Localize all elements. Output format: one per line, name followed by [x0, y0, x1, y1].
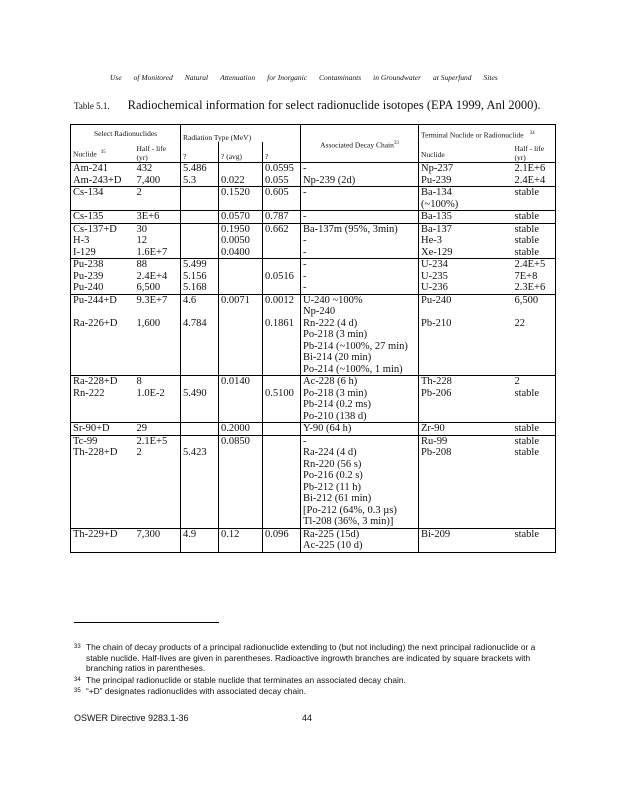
cell-nuclide: Pu-238	[71, 259, 135, 271]
cell-decay-chain-line: Np-239 (2d)	[303, 174, 356, 186]
cell-terminal-half-life-line: stable	[514, 528, 540, 540]
cell-decay-chain-line: Po-216 (0.2 s)	[303, 470, 363, 481]
cell-half-life: 2.1E+5	[135, 435, 181, 447]
cell-decay-chain-line: Tl-208 (36%, 3 min)]	[303, 516, 394, 527]
cell-terminal-half-life	[513, 318, 556, 376]
cell-decay-chain-line: Np-240	[303, 306, 336, 317]
cell-nuclide: Cs-135	[71, 211, 135, 224]
cell-decay-chain-line: Ra-225 (15d)	[303, 528, 360, 540]
cell-decay-chain-line: Po-218 (3 min)	[303, 329, 368, 340]
cell-terminal-half-life	[513, 163, 556, 175]
cell-terminal-half-life-line: stable	[514, 211, 540, 222]
cell-decay-chain	[301, 528, 419, 552]
cell-decay-chain	[301, 187, 419, 211]
header-select-radionuclides: Select Radionuclides	[71, 125, 181, 143]
cell-nuclide: Am-243+D	[71, 175, 135, 187]
footnote-text: The principal radionuclide or stable nuclide that terminates an associated decay chain.	[86, 674, 406, 685]
cell-alpha: 4.9	[181, 528, 219, 552]
cell-terminal-half-life	[513, 447, 556, 528]
header-decay-chain-label: Associated Decay Chain	[320, 140, 394, 150]
running-head	[110, 73, 550, 82]
cell-decay-chain	[301, 435, 419, 447]
header-terminal-nuclide-col: Nuclide	[419, 142, 513, 163]
cell-nuclide: Rn-222	[71, 388, 135, 423]
page-footer	[74, 713, 313, 723]
table-label: Table 5.1.	[74, 101, 110, 111]
cell-gamma	[263, 235, 301, 247]
header-terminal-half-life: Half - life (yr)	[513, 142, 556, 163]
cell-decay-chain-line: Ac-228 (6 h)	[303, 376, 358, 387]
cell-decay-chain	[301, 447, 419, 528]
cell-terminal-half-life-line: 2.4E+4	[514, 174, 546, 186]
cell-terminal-nuclide	[419, 376, 513, 388]
cell-nuclide: Pu-239	[71, 271, 135, 283]
page-number: 44	[302, 713, 313, 723]
table-row	[71, 223, 556, 235]
header-terminal-label: Terminal Nuclide or Radionuclide	[421, 130, 524, 140]
cell-gamma	[263, 376, 301, 388]
cell-terminal-nuclide	[419, 447, 513, 528]
cell-gamma	[263, 282, 301, 294]
cell-terminal-nuclide	[419, 423, 513, 436]
footnote	[74, 675, 544, 686]
cell-decay-chain-line: -	[303, 270, 307, 282]
footnote-number: 33	[74, 644, 81, 650]
cell-terminal-half-life	[513, 223, 556, 235]
cell-alpha: 5.156	[181, 271, 219, 283]
cell-beta	[219, 447, 263, 528]
cell-alpha: 4.6	[181, 294, 219, 318]
cell-nuclide: Th-229+D	[71, 528, 135, 552]
cell-terminal-half-life-line: 7E+8	[514, 270, 538, 282]
cell-terminal-nuclide-line: Np-237	[421, 163, 454, 174]
cell-gamma: 0.605	[263, 187, 301, 211]
cell-decay-chain-line: -	[303, 211, 307, 222]
footnote-number: 35	[74, 688, 81, 694]
cell-half-life: 9.3E+7	[135, 294, 181, 318]
cell-decay-chain-line: Rn-220 (56 s)	[303, 458, 362, 470]
cell-alpha	[181, 435, 219, 447]
cell-half-life: 12	[135, 235, 181, 247]
table-row	[71, 376, 556, 388]
header-alpha: ?	[181, 142, 219, 163]
cell-decay-chain-line: Po-210 (138 d)	[303, 410, 367, 422]
cell-decay-chain-line: -	[303, 235, 307, 246]
cell-terminal-nuclide-line: U-236	[421, 282, 448, 293]
cell-nuclide: Th-228+D	[71, 447, 135, 528]
cell-half-life: 1.0E-2	[135, 388, 181, 423]
cell-beta: 0.0050	[219, 235, 263, 247]
running-head-word: Attenuation	[220, 73, 256, 82]
table-row	[71, 318, 556, 376]
cell-gamma: 0.055	[263, 175, 301, 187]
cell-decay-chain-line: U-240 ~100%	[303, 294, 363, 306]
running-head-word: at Superfund	[433, 73, 472, 82]
cell-alpha	[181, 187, 219, 211]
table-row	[71, 187, 556, 211]
cell-nuclide: Ra-226+D	[71, 318, 135, 376]
cell-beta	[219, 388, 263, 423]
table-row	[71, 235, 556, 247]
cell-terminal-half-life-line: stable	[514, 387, 540, 399]
cell-decay-chain	[301, 388, 419, 423]
cell-decay-chain	[301, 259, 419, 271]
header-beta-avg: ? (avg)	[219, 142, 263, 163]
cell-beta	[219, 163, 263, 175]
cell-decay-chain-line: -	[303, 163, 307, 174]
running-head-word: Sites	[483, 73, 498, 82]
table-row	[71, 282, 556, 294]
cell-gamma	[263, 423, 301, 436]
header-gamma: ?	[263, 142, 301, 163]
cell-decay-chain-line: Y-90 (64 h)	[303, 423, 352, 434]
cell-terminal-half-life	[513, 271, 556, 283]
cell-terminal-nuclide	[419, 175, 513, 187]
cell-decay-chain-line: Ac-225 (10 d)	[303, 540, 363, 551]
table-title: Radiochemical information for select radionuclide isotopes (EPA 1999, Anl 2000).	[127, 98, 541, 112]
cell-gamma: 0.096	[263, 528, 301, 552]
cell-terminal-half-life-line: stable	[514, 246, 540, 258]
cell-decay-chain	[301, 175, 419, 187]
cell-terminal-nuclide-line: Pb-210	[421, 317, 452, 329]
cell-terminal-nuclide	[419, 163, 513, 175]
cell-beta	[219, 259, 263, 271]
cell-terminal-nuclide	[419, 435, 513, 447]
cell-gamma: 0.5100	[263, 388, 301, 423]
cell-terminal-half-life	[513, 282, 556, 294]
cell-terminal-half-life-line: 2.1E+6	[514, 163, 546, 174]
cell-nuclide: Cs-134	[71, 187, 135, 211]
cell-terminal-nuclide	[419, 247, 513, 259]
cell-half-life: 8	[135, 376, 181, 388]
cell-alpha	[181, 423, 219, 436]
cell-decay-chain-line: -	[303, 187, 307, 198]
cell-terminal-half-life	[513, 423, 556, 436]
cell-decay-chain-line: Pb-214 (0.2 ms)	[303, 399, 371, 410]
cell-terminal-nuclide-line: (~100%)	[421, 198, 459, 210]
cell-terminal-half-life	[513, 235, 556, 247]
table-row	[71, 247, 556, 259]
cell-terminal-half-life	[513, 211, 556, 224]
cell-terminal-nuclide-line: Ba-135	[421, 211, 452, 222]
cell-terminal-half-life-line: stable	[514, 235, 540, 246]
cell-gamma	[263, 447, 301, 528]
cell-nuclide: Am-241	[71, 163, 135, 175]
cell-terminal-half-life	[513, 294, 556, 318]
cell-decay-chain-line: Rn-222 (4 d)	[303, 317, 358, 329]
cell-alpha	[181, 376, 219, 388]
cell-terminal-half-life-line: stable	[514, 447, 540, 458]
cell-nuclide: Sr-90+D	[71, 423, 135, 436]
cell-terminal-nuclide	[419, 223, 513, 235]
cell-nuclide: I-129	[71, 247, 135, 259]
cell-decay-chain-line: -	[303, 282, 307, 293]
cell-half-life: 2	[135, 187, 181, 211]
cell-terminal-half-life-line: 2.4E+5	[514, 259, 546, 270]
footnote	[74, 642, 544, 674]
cell-terminal-nuclide-line: Ru-99	[421, 435, 448, 447]
cell-alpha: 5.168	[181, 282, 219, 294]
footnote-ref-35: 35	[100, 150, 106, 155]
cell-terminal-half-life-line: stable	[514, 187, 540, 198]
cell-terminal-half-life-line: 6,500	[514, 294, 539, 306]
cell-nuclide: H-3	[71, 235, 135, 247]
cell-decay-chain	[301, 163, 419, 175]
cell-alpha: 5.423	[181, 447, 219, 528]
cell-half-life: 6,500	[135, 282, 181, 294]
cell-terminal-nuclide	[419, 187, 513, 211]
cell-terminal-half-life-line: stable	[514, 435, 540, 447]
cell-decay-chain-line: Bi-212 (61 min)	[303, 493, 372, 504]
cell-gamma: 0.0516	[263, 271, 301, 283]
table-row	[71, 435, 556, 447]
cell-terminal-nuclide	[419, 388, 513, 423]
cell-decay-chain-line: Pb-212 (11 h)	[303, 481, 361, 493]
cell-beta: 0.0071	[219, 294, 263, 318]
cell-nuclide: Cs-137+D	[71, 223, 135, 235]
radionuclide-table	[70, 124, 556, 553]
cell-nuclide: Pu-240	[71, 282, 135, 294]
cell-decay-chain-line: Pb-214 (~100%, 27 min)	[303, 340, 408, 352]
cell-alpha: 5.3	[181, 175, 219, 187]
table-row	[71, 175, 556, 187]
cell-terminal-nuclide	[419, 235, 513, 247]
cell-decay-chain	[301, 294, 419, 318]
running-head-word: for Inorganic	[267, 73, 308, 82]
cell-beta: 0.0140	[219, 376, 263, 388]
cell-terminal-half-life-line: stable	[514, 423, 540, 434]
header-nuclide	[71, 142, 135, 163]
cell-terminal-half-life-line: 2	[514, 376, 520, 387]
cell-terminal-half-life	[513, 187, 556, 211]
cell-gamma	[263, 259, 301, 271]
cell-decay-chain-line: [Po-212 (64%, 0.3 µs)	[303, 504, 397, 516]
directive-number: OSWER Directive 9283.1-36	[74, 713, 189, 723]
cell-gamma: 0.0595	[263, 163, 301, 175]
footnote-text: “+D” designates radionuclides with associated decay chain.	[86, 686, 306, 696]
cell-terminal-half-life	[513, 376, 556, 388]
cell-beta	[219, 282, 263, 294]
cell-terminal-half-life	[513, 388, 556, 423]
cell-half-life: 29	[135, 423, 181, 436]
cell-decay-chain-line: -	[303, 246, 307, 258]
table-row	[71, 447, 556, 528]
header-radiation-type: Radiation Type (MeV)	[181, 125, 301, 143]
table-row	[71, 294, 556, 318]
cell-terminal-half-life	[513, 175, 556, 187]
table-row	[71, 271, 556, 283]
header-decay-chain	[301, 125, 419, 163]
cell-alpha: 5.499	[181, 259, 219, 271]
header-half-life: Half - life (yr)	[135, 142, 181, 163]
cell-half-life: 30	[135, 223, 181, 235]
cell-decay-chain	[301, 376, 419, 388]
cell-beta	[219, 271, 263, 283]
header-terminal-nuclide	[419, 125, 556, 143]
cell-decay-chain	[301, 235, 419, 247]
cell-half-life: 7,400	[135, 175, 181, 187]
cell-decay-chain-line: Po-214 (~100%, 1 min)	[303, 363, 403, 375]
cell-terminal-half-life	[513, 247, 556, 259]
cell-terminal-half-life-line: 2.3E+6	[514, 282, 546, 293]
table-row	[71, 528, 556, 552]
cell-half-life: 1.6E+7	[135, 247, 181, 259]
footnote-ref-34: 34	[529, 131, 535, 136]
cell-nuclide: Pu-244+D	[71, 294, 135, 318]
cell-half-life: 1,600	[135, 318, 181, 376]
cell-gamma	[263, 247, 301, 259]
cell-terminal-half-life-line: 22	[514, 317, 526, 329]
cell-gamma: 0.787	[263, 211, 301, 224]
running-head-word: in Groundwater	[373, 73, 421, 82]
cell-alpha	[181, 247, 219, 259]
cell-beta: 0.1950	[219, 223, 263, 235]
cell-terminal-nuclide-line: U-235	[421, 270, 448, 282]
cell-decay-chain	[301, 318, 419, 376]
cell-beta	[219, 318, 263, 376]
cell-terminal-nuclide-line: Pb-206	[421, 387, 452, 399]
cell-terminal-nuclide	[419, 528, 513, 552]
footnote-ref-33: 33	[393, 141, 399, 146]
table-row	[71, 259, 556, 271]
cell-half-life: 3E+6	[135, 211, 181, 224]
cell-terminal-nuclide-line: Xe-129	[421, 246, 453, 258]
cell-beta: 0.022	[219, 175, 263, 187]
cell-gamma: 0.1861	[263, 318, 301, 376]
cell-alpha	[181, 235, 219, 247]
cell-terminal-nuclide-line: Bi-209	[421, 528, 451, 540]
cell-decay-chain-line: Ra-224 (4 d)	[303, 447, 357, 458]
cell-decay-chain	[301, 423, 419, 436]
cell-terminal-half-life	[513, 259, 556, 271]
cell-terminal-nuclide	[419, 211, 513, 224]
cell-beta: 0.12	[219, 528, 263, 552]
footnote-rule	[74, 622, 219, 623]
running-head-word: of Monitored	[133, 73, 173, 82]
cell-decay-chain-line: -	[303, 435, 307, 447]
cell-terminal-nuclide-line: Pu-240	[421, 294, 452, 306]
cell-alpha: 5.486	[181, 163, 219, 175]
cell-terminal-nuclide-line: Ba-134	[421, 187, 452, 198]
table-row	[71, 211, 556, 224]
cell-terminal-half-life-line: stable	[514, 223, 540, 235]
cell-terminal-nuclide-line: Pb-208	[421, 447, 452, 458]
cell-decay-chain	[301, 247, 419, 259]
running-head-word: Natural	[184, 73, 209, 82]
footnote	[74, 686, 544, 697]
running-head-word: Contaminants	[319, 73, 362, 82]
footnote-text: The chain of decay products of a principal radionuclide extending to (but not including) the next principal radionuclide or a stable nuclide. Half-lives are given in parentheses. Radioactive ingrowth branches are indicated by square brackets with branching ratios in parentheses.	[86, 642, 536, 673]
cell-half-life: 432	[135, 163, 181, 175]
cell-nuclide: Ra-228+D	[71, 376, 135, 388]
cell-decay-chain-line: Po-218 (3 min)	[303, 387, 368, 399]
cell-half-life: 2	[135, 447, 181, 528]
cell-beta: 0.1520	[219, 187, 263, 211]
cell-terminal-nuclide	[419, 294, 513, 318]
cell-alpha	[181, 211, 219, 224]
cell-decay-chain-line: -	[303, 259, 307, 270]
cell-terminal-half-life	[513, 528, 556, 552]
footnotes	[74, 642, 544, 698]
cell-gamma: 0.0012	[263, 294, 301, 318]
cell-nuclide: Tc-99	[71, 435, 135, 447]
cell-beta: 0.2000	[219, 423, 263, 436]
table-row	[71, 163, 556, 175]
cell-alpha	[181, 223, 219, 235]
cell-beta: 0.0570	[219, 211, 263, 224]
cell-beta: 0.0400	[219, 247, 263, 259]
cell-beta: 0.0850	[219, 435, 263, 447]
cell-terminal-half-life	[513, 435, 556, 447]
cell-terminal-nuclide	[419, 318, 513, 376]
cell-terminal-nuclide-line: He-3	[421, 235, 443, 246]
cell-alpha: 5.490	[181, 388, 219, 423]
cell-decay-chain	[301, 271, 419, 283]
cell-terminal-nuclide-line: Pu-239	[421, 174, 452, 186]
header-nuclide-label: Nuclide	[73, 149, 97, 159]
footnote-number: 34	[74, 676, 81, 683]
cell-decay-chain-line: Ba-137m (95%, 3min)	[303, 223, 398, 235]
cell-decay-chain	[301, 282, 419, 294]
cell-half-life: 7,300	[135, 528, 181, 552]
cell-terminal-nuclide-line: Ba-137	[421, 223, 452, 235]
cell-half-life: 2.4E+4	[135, 271, 181, 283]
cell-decay-chain	[301, 211, 419, 224]
cell-terminal-nuclide	[419, 259, 513, 271]
cell-terminal-nuclide-line: Th-228	[421, 376, 452, 387]
cell-terminal-nuclide-line: Zr-90	[421, 423, 445, 434]
running-head-word: Use	[110, 73, 122, 82]
cell-terminal-nuclide-line: U-234	[421, 259, 448, 270]
cell-half-life: 88	[135, 259, 181, 271]
cell-terminal-nuclide	[419, 271, 513, 283]
cell-terminal-nuclide	[419, 282, 513, 294]
cell-alpha: 4.784	[181, 318, 219, 376]
table-row	[71, 388, 556, 423]
table-row	[71, 423, 556, 436]
table-caption	[74, 96, 541, 114]
cell-decay-chain-line: Bi-214 (20 min)	[303, 352, 372, 363]
cell-gamma: 0.662	[263, 223, 301, 235]
cell-decay-chain	[301, 223, 419, 235]
cell-gamma	[263, 435, 301, 447]
